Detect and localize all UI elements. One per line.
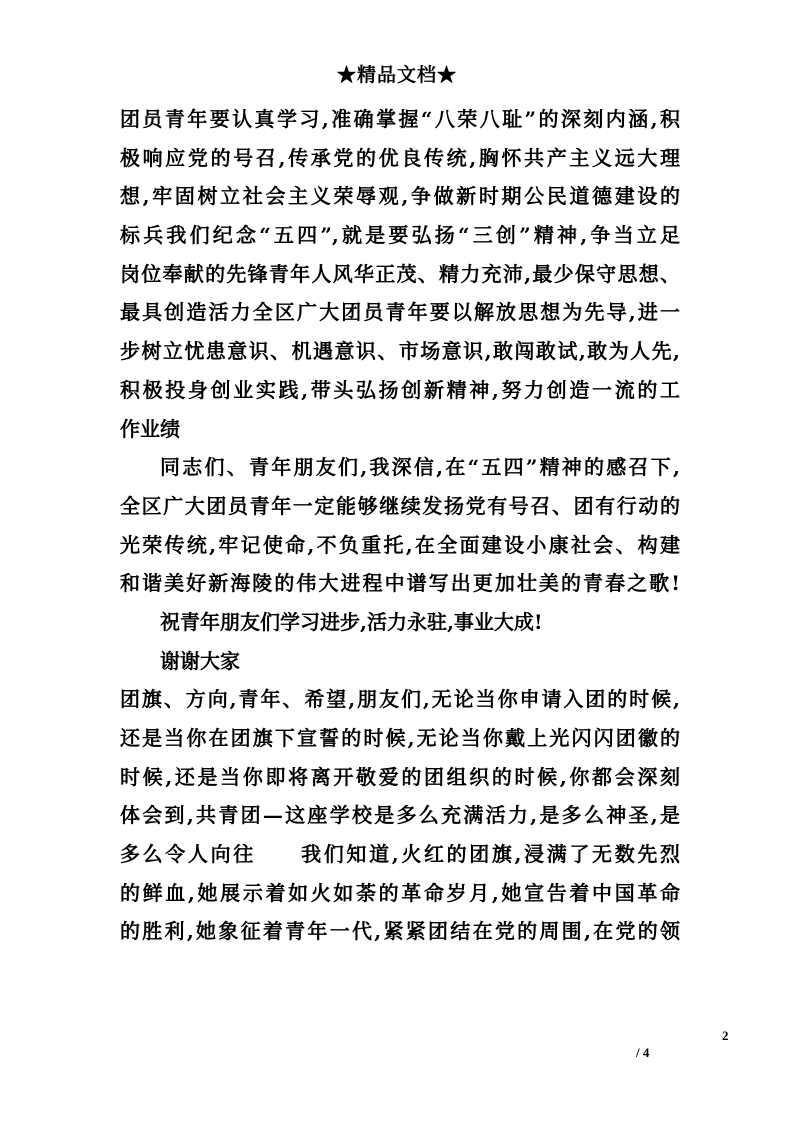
text-line: 多么令人向往 我们知道,火红的团旗,浸满了无数先烈 [120, 842, 680, 867]
text-line: 祝青年朋友们学习进步,活力永驻,事业大成! [160, 609, 543, 634]
text-line: 团旗、方向,青年、希望,朋友们,无论当你申请入团的时候, [120, 687, 680, 712]
text-line: 的鲜血,她展示着如火如荼的革命岁月,她宣告着中国革命 [120, 880, 680, 905]
text-line: 光荣传统,牢记使命,不负重托,在全面建设小康社会、构建 [120, 532, 680, 557]
text-line: 还是当你在团旗下宣誓的时候,无论当你戴上光闪闪团徽的 [120, 726, 680, 750]
text-line: 的胜利,她象征着青年一代,紧紧团结在党的周围,在党的领 [120, 919, 680, 944]
text-line: 想,牢固树立社会主义荣辱观,争做新时期公民道德建设的 [120, 184, 680, 209]
text-line: 和谐美好新海陵的伟大进程中谱写出更加壮美的青春之歌! [120, 571, 680, 596]
text-line: 标兵我们纪念“五四”,就是要弘扬“三创”精神,争当立足 [120, 223, 680, 248]
text-line: 岗位奉献的先锋青年人风华正茂、精力充沛,最少保守思想、 [120, 261, 680, 286]
document-body [120, 100, 680, 951]
text-line: 作业绩 [120, 416, 180, 441]
text-line: 全区广大团员青年一定能够继续发扬党有号召、团有行动的 [120, 493, 680, 518]
text-line: 同志们、青年朋友们,我深信,在“五四”精神的感召下, [160, 455, 680, 480]
text-line: 最具创造活力全区广大团员青年要以解放思想为先导,进一 [120, 300, 680, 325]
document-header: ★精品文档★ [336, 64, 457, 86]
text-line: 极响应党的号召,传承党的优良传统,胸怀共产主义远大理 [120, 145, 680, 170]
page-total: / 4 [636, 1045, 650, 1060]
text-line: 步树立忧患意识、机遇意识、市场意识,敢闯敢试,敢为人先, [120, 339, 680, 364]
text-line: 积极投身创业实践,带头弘扬创新精神,努力创造一流的工 [120, 377, 680, 402]
page-number: 2 [722, 1028, 729, 1043]
text-line: 谢谢大家 [160, 648, 240, 673]
text-line: 团员青年要认真学习,准确掌握“八荣八耻”的深刻内涵,积 [120, 107, 680, 131]
text-line: 时候,还是当你即将离开敬爱的团组织的时候,你都会深刻 [120, 764, 680, 789]
text-line: 体会到,共青团—这座学校是多么充满活力,是多么神圣,是 [120, 803, 680, 828]
